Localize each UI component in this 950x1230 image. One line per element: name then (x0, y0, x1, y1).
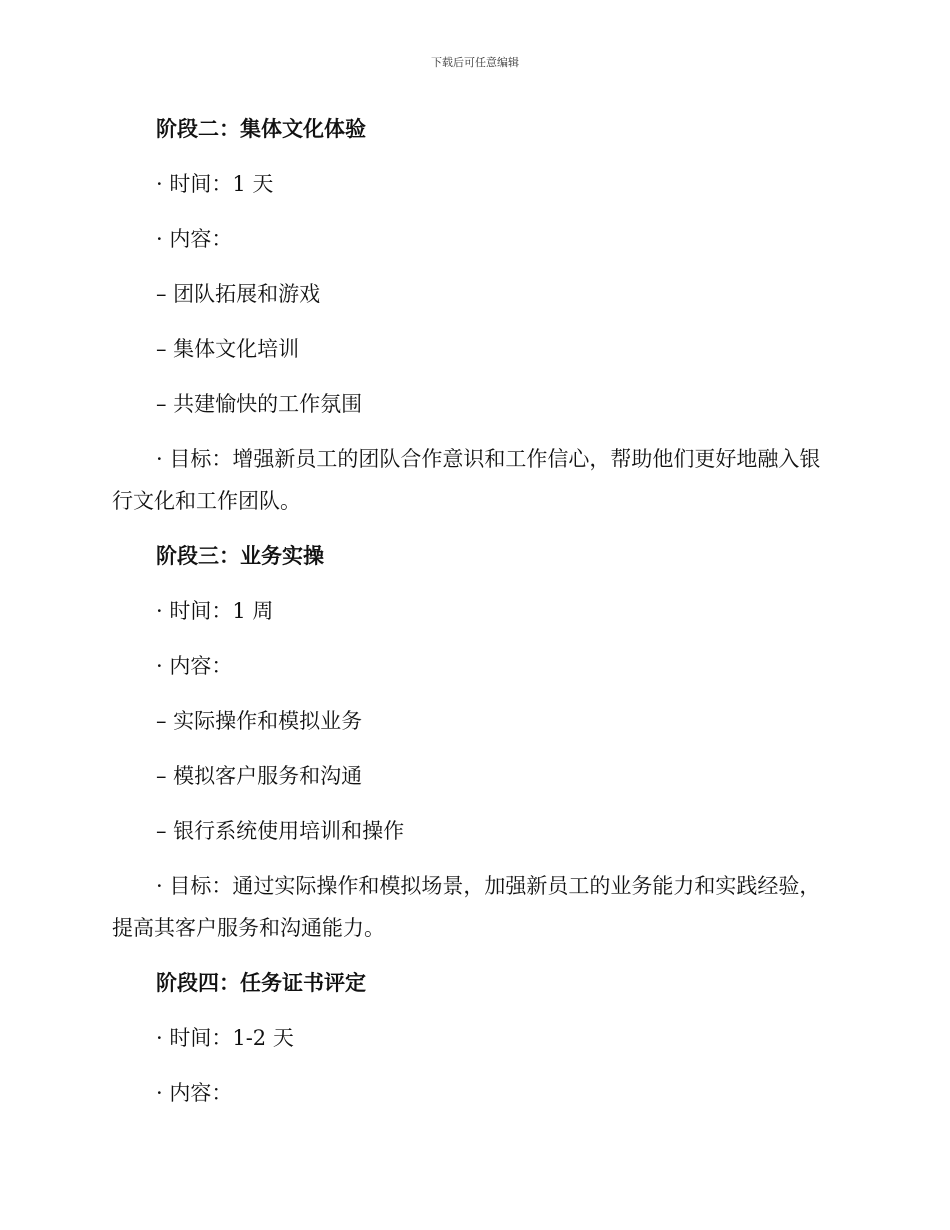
stage3-item-2: – 模拟客户服务和沟通 (156, 764, 363, 788)
stage4-time: · 时间：1-2 天 (156, 1026, 294, 1050)
stage3-item-1: – 实际操作和模拟业务 (156, 709, 363, 733)
stage2-item-3: – 共建愉快的工作氛围 (156, 392, 363, 416)
stage3-time: · 时间：1 周 (156, 599, 274, 623)
stage4-title: 阶段四：任务证书评定 (156, 970, 366, 995)
stage4-content-label: · 内容： (156, 1081, 233, 1105)
stage3-item-3: – 银行系统使用培训和操作 (156, 819, 405, 843)
stage2-item-1: – 团队拓展和游戏 (156, 282, 321, 306)
page-header: 下载后可任意编辑 (431, 56, 519, 69)
stage2-content-label: · 内容： (156, 227, 233, 251)
stage2-item-2: – 集体文化培训 (156, 337, 300, 361)
stage2-time: · 时间：1 天 (156, 172, 274, 196)
stage2-goal: · 目标：增强新员工的团队合作意识和工作信心，帮助他们更好地融入银行文化和工作团队。 (112, 447, 821, 513)
stage3-content-label: · 内容： (156, 654, 233, 678)
stage2-title: 阶段二：集体文化体验 (156, 116, 366, 141)
document-body (112, 108, 827, 1127)
stage3-goal: · 目标：通过实际操作和模拟场景，加强新员工的业务能力和实践经验，提高其客户服务和沟通能力。 (112, 874, 821, 940)
stage3-title: 阶段三：业务实操 (156, 543, 324, 568)
